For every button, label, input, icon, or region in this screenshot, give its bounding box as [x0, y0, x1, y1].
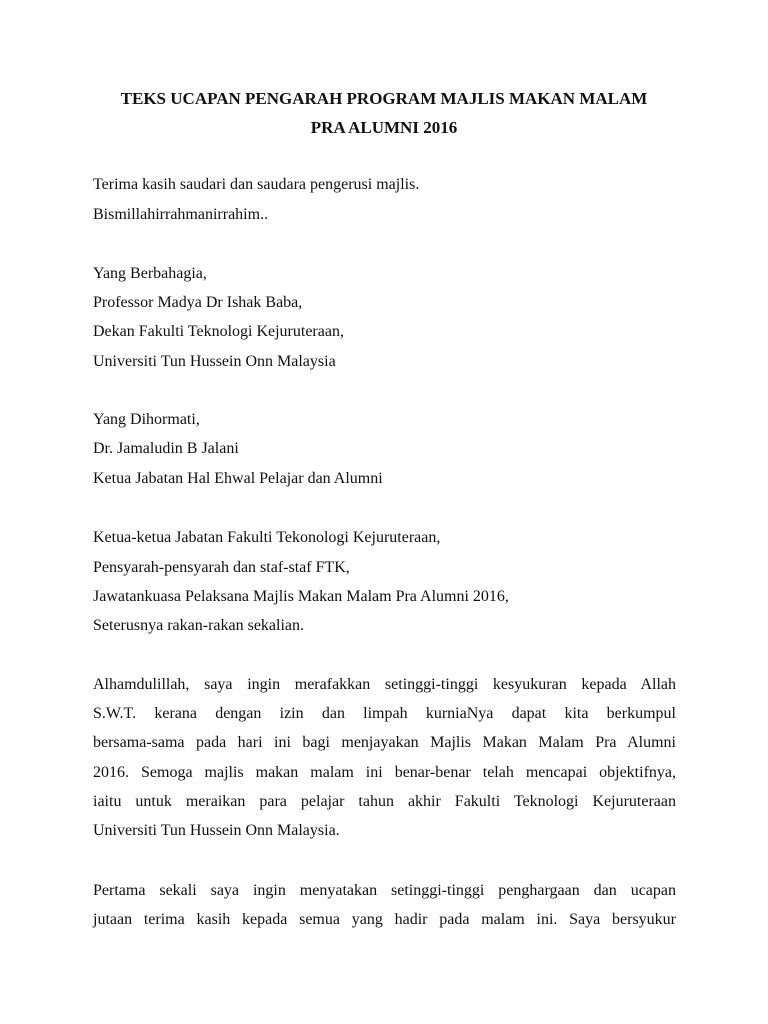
paragraph-1-line: bersama-sama pada hari ini bagi menjayakan Majlis Makan Malam Pra Alumni — [93, 734, 676, 752]
paragraph-2-line: jutaan terima kasih kepada semua yang hadir pada malam ini. Saya bersyukur — [93, 911, 676, 929]
opening-line-1: Terima kasih saudari dan saudara pengerusi majlis. — [93, 176, 420, 193]
opening-line-2: Bismillahirrahmanirrahim.. — [93, 206, 269, 223]
paragraph-1-line: Alhamdulillah, saya ingin merafakkan setinggi-tinggi kesyukuran kepada Allah — [93, 676, 676, 693]
paragraph-1-line: 2016. Semoga majlis makan malam ini benar-benar telah mencapai objektifnya, — [93, 763, 676, 781]
salutation-3-line-4: Seterusnya rakan-rakan sekalian. — [93, 617, 305, 634]
salutation-2-line-1: Yang Dihormati, — [93, 411, 200, 428]
document-title-line-1: TEKS UCAPAN PENGARAH PROGRAM MAJLIS MAKAN MALAM — [120, 89, 648, 108]
paragraph-2-line: Pertama sekali saya ingin menyatakan setinggi-tinggi penghargaan dan ucapan — [93, 882, 676, 899]
salutation-3-line-3: Jawatankuasa Pelaksana Majlis Makan Malam Pra Alumni 2016, — [93, 588, 509, 605]
paragraph-2 — [93, 876, 676, 934]
salutation-3-line-1: Ketua-ketua Jabatan Fakulti Tekonologi Kejuruteraan, — [93, 529, 441, 546]
salutation-2-line-2: Dr. Jamaludin B Jalani — [93, 440, 239, 457]
salutation-2-line-3: Ketua Jabatan Hal Ehwal Pelajar dan Alumni — [93, 470, 383, 487]
paragraph-1-line: iaitu untuk meraikan para pelajar tahun akhir Fakulti Teknologi Kejuruteraan — [93, 792, 676, 810]
paragraph-1-line: Universiti Tun Hussein Onn Malaysia. — [93, 822, 340, 840]
paragraph-1 — [93, 670, 676, 845]
document-title-line-2: PRA ALUMNI 2016 — [310, 118, 458, 137]
salutation-3-line-2: Pensyarah-pensyarah dan staf-staf FTK, — [93, 559, 350, 576]
salutation-1-line-4: Universiti Tun Hussein Onn Malaysia — [93, 353, 336, 370]
paragraph-1-line: S.W.T. kerana dengan izin dan limpah kurniaNya dapat kita berkumpul — [93, 705, 676, 723]
salutation-1-line-3: Dekan Fakulti Teknologi Kejuruteraan, — [93, 323, 344, 340]
salutation-1-line-1: Yang Berbahagia, — [93, 265, 207, 282]
salutation-1-line-2: Professor Madya Dr Ishak Baba, — [93, 294, 303, 311]
